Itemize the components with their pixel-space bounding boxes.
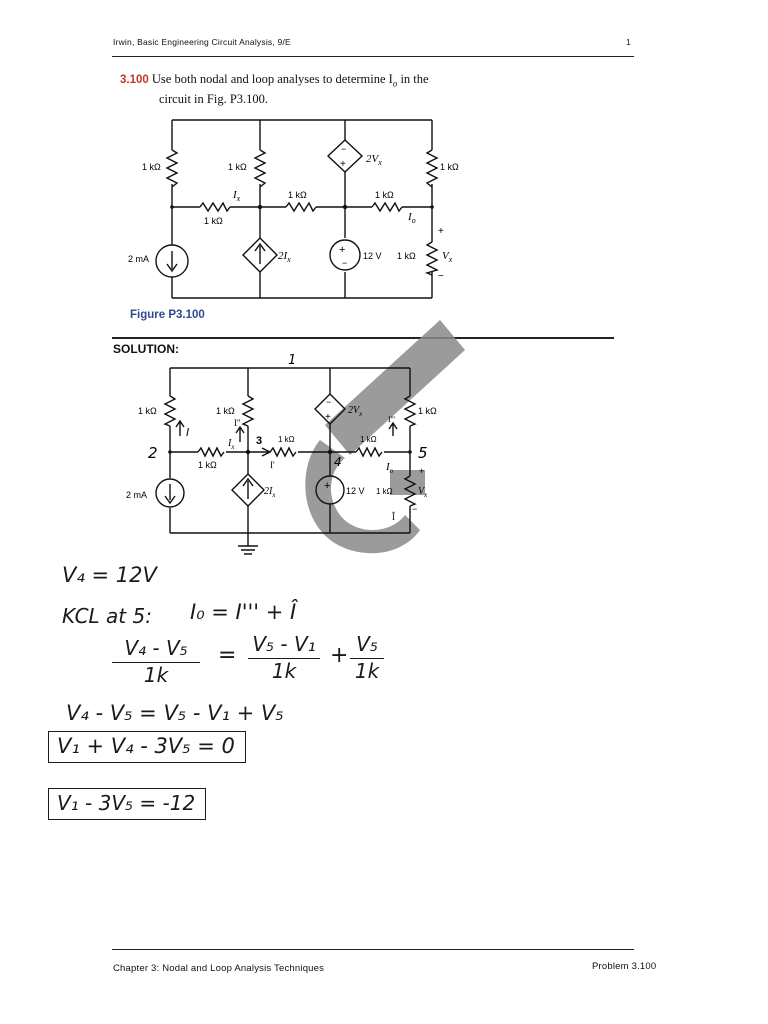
sol-label-ihat: Î — [392, 512, 395, 522]
problem-line1-sub: o — [392, 78, 398, 89]
fig1-label-2ma: 2 mA — [128, 254, 150, 264]
fraction-1-denominator: 1k — [143, 663, 169, 687]
fig1-label-2ix: $2I_x$ — [278, 250, 291, 264]
solution-title: SOLUTION: — [113, 342, 179, 356]
fraction-equals: = — [218, 643, 237, 668]
figure-p3-100-circuit — [120, 112, 480, 308]
footer-problem: Problem 3.100 — [592, 961, 657, 972]
sol-label-ix: $I_x$ — [228, 438, 235, 451]
sol-sign-2vx-minus: − — [326, 397, 332, 407]
problem-number: 3.100 — [120, 74, 149, 86]
fig1-sign-2vx-minus: − — [341, 144, 347, 154]
fig1-sign-12v-minus: − — [342, 258, 348, 268]
sol-label-r-top-right: 1 kΩ — [418, 406, 437, 416]
kcl-label: KCL at 5: — [62, 604, 152, 628]
fig1-label-plus-vx: + — [438, 226, 444, 237]
equation-simplified: V₄ - V₅ = V₅ - V₁ + V₅ — [66, 701, 284, 725]
problem-line1-end: in the — [397, 72, 429, 86]
fig1-label-io: $I_o$ — [408, 211, 416, 225]
fraction-2-denominator: 1k — [271, 659, 297, 683]
node-4-label: 4 — [334, 455, 342, 469]
header-book-title: Irwin, Basic Engineering Circuit Analysis, 9/E — [113, 37, 291, 47]
fig1-label-2vx: $2V_x$ — [366, 153, 382, 167]
sol-label-r-top-left: 1 kΩ — [138, 406, 157, 416]
fraction-3-denominator: 1k — [354, 659, 380, 683]
fig1-sign-12v-plus: + — [339, 244, 346, 256]
fig1-label-r-top-right: 1 kΩ — [440, 162, 459, 172]
fraction-2-numerator: V₅ - V₁ — [248, 632, 320, 659]
sol-label-vx: $V_x$ — [418, 486, 428, 499]
sol-label-io: $I_o$ — [386, 461, 394, 475]
sol-label-minus-vx: − — [412, 504, 418, 514]
fraction-3-numerator: V₅ — [350, 632, 384, 659]
fig1-label-ix: $I_x$ — [233, 189, 241, 203]
fraction-2 — [248, 632, 320, 683]
sol-label-2vx: $2V_x$ — [348, 405, 363, 418]
footer-rule — [112, 949, 634, 950]
sol-label-i: I — [186, 426, 190, 439]
fig1-label-vx: $V_x$ — [442, 250, 453, 264]
sol-label-i1: I' — [270, 460, 275, 470]
equation-boxed-1: V₁ + V₄ - 3V₅ = 0 — [48, 731, 246, 763]
fig1-label-r-top-mid: 1 kΩ — [228, 162, 247, 172]
header-rule — [112, 56, 634, 57]
sol-label-i3: I''' — [388, 415, 395, 424]
node-1-label: 1 — [288, 353, 297, 368]
sol-label-12v: 12 V — [346, 486, 365, 496]
figure-caption: Figure P3.100 — [130, 309, 205, 321]
header-page-number: 1 — [626, 37, 631, 47]
sol-label-2ma: 2 mA — [126, 490, 148, 500]
sol-sign-12v-plus: + — [324, 480, 331, 492]
equation-v4: V₄ = 12V — [62, 563, 157, 587]
fraction-1-numerator: V₄ - V₅ — [112, 636, 200, 663]
sol-label-plus-vx: + — [419, 466, 425, 476]
fig1-label-r-vx: 1 kΩ — [397, 251, 416, 261]
fig1-label-r-top-left: 1 kΩ — [142, 162, 161, 172]
footer-chapter: Chapter 3: Nodal and Loop Analysis Techniques — [113, 963, 325, 974]
kcl-rhs: I₀ = I''' + Î — [190, 600, 297, 624]
fig1-label-r-mid-a: 1 kΩ — [204, 216, 223, 226]
node-3-label: 3 — [256, 435, 263, 447]
solution-circuit — [118, 348, 448, 563]
sol-label-r-mid-a: 1 kΩ — [198, 460, 217, 470]
fig1-label-r-mid-c: 1 kΩ — [375, 190, 394, 200]
node-2-label: 2 — [148, 444, 158, 462]
fig1-label-minus-vx: − — [438, 271, 444, 282]
equation-boxed-2: V₁ - 3V₅ = -12 — [48, 788, 206, 820]
fraction-3 — [350, 632, 384, 683]
sol-label-r-mid-c: 1 kΩ — [360, 435, 377, 444]
sol-label-r-vx: 1 kΩ — [376, 487, 393, 496]
sol-label-2ix: $2I_x$ — [264, 486, 276, 499]
node-5-label: 5 — [418, 444, 428, 462]
sol-label-i2: I'' — [234, 418, 241, 428]
sol-label-r-top-mid: 1 kΩ — [216, 406, 235, 416]
problem-line1: Use both nodal and loop analyses to determine I — [151, 72, 393, 86]
fraction-plus: + — [330, 643, 349, 668]
problem-statement — [120, 72, 429, 107]
fig1-label-12v: 12 V — [363, 251, 382, 261]
problem-line2: circuit in Fig. P3.100. — [159, 91, 269, 106]
fig1-label-r-mid-b: 1 kΩ — [288, 190, 307, 200]
sol-label-r-mid-b: 1 kΩ — [278, 435, 295, 444]
fraction-1 — [112, 636, 200, 687]
fig1-sign-2vx-plus: + — [340, 159, 346, 170]
sol-sign-2vx-plus: + — [325, 412, 331, 423]
